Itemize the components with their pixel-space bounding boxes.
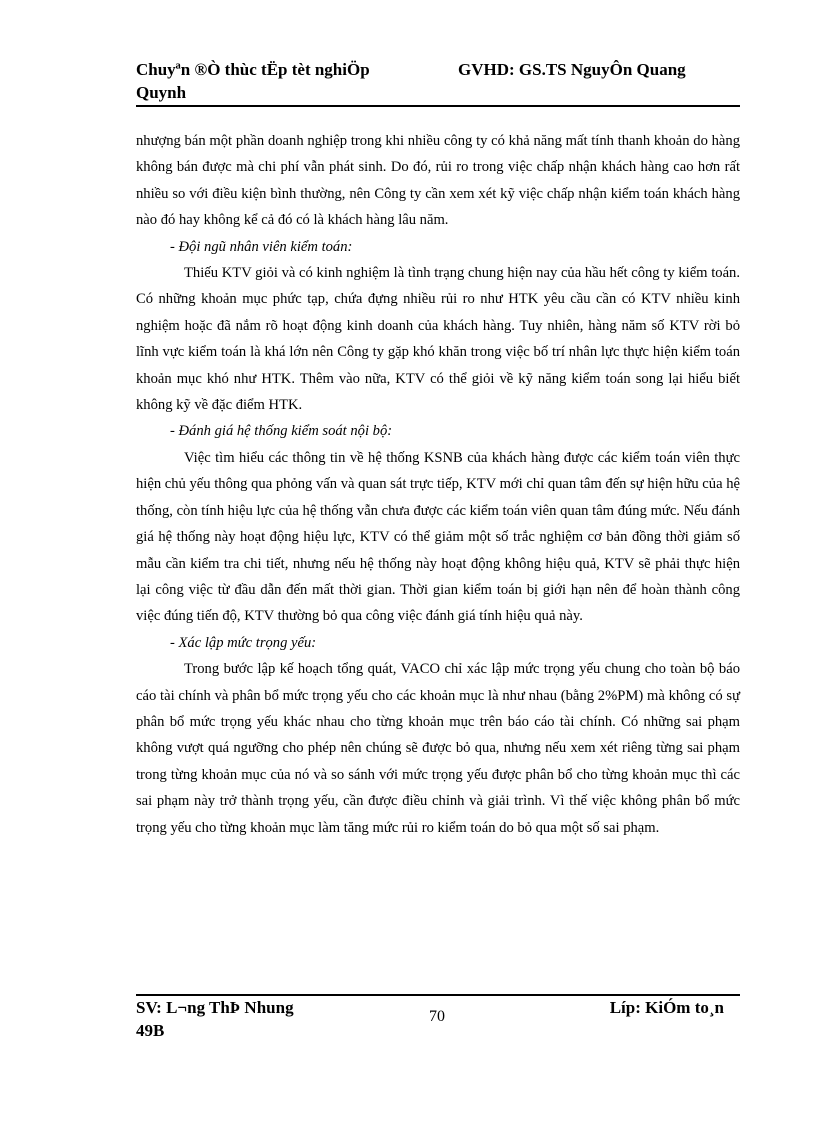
- section-heading-materiality: - Xác lập mức trọng yếu:: [170, 634, 317, 651]
- header-thesis-title: Chuyªn ®Ò thùc tËp tèt nghiÖp: [136, 60, 370, 79]
- section-heading-staff: - Đội ngũ nhân viên kiểm toán:: [170, 238, 353, 255]
- header-supervisor: GVHD: GS.TS NguyÔn Quang: [458, 60, 686, 79]
- header-divider: [136, 105, 740, 107]
- paragraph-staff: Thiếu KTV giỏi và có kinh nghiệm là tình trạng chung hiện nay của hầu hết công ty kiểm toán. Có những khoản mục phức tạp, chứa đựng nhiều rủi ro như HTK yêu cầu cần có KTV nhiều kinh nghiệm hoặc đã nắm rõ hoạt động kinh doanh của khách hàng. Tuy nhiên, hàng năm số KTV rời bỏ lĩnh vực kiểm toán là khá lớn nên Công ty gặp khó khăn trong việc bố trí nhân lực thực hiện kiểm toán khoản mục khó như HTK. Thêm vào nữa, KTV có thể giỏi về kỹ năng kiểm toán song lại hiểu biết không kỹ về đặc điểm HTK.: [136, 265, 740, 414]
- footer-student-cohort: 49B: [136, 1021, 165, 1040]
- footer-student-name: SV: L¬ng ThÞ Nhung: [136, 998, 294, 1017]
- page-number: 70: [429, 1008, 445, 1025]
- footer-divider: [136, 994, 740, 996]
- body-text: [136, 128, 740, 841]
- page-header: [136, 60, 740, 106]
- paragraph-materiality: Trong bước lập kế hoạch tổng quát, VACO chỉ xác lập mức trọng yếu chung cho toàn bộ báo cáo tài chính và phân bổ mức trọng yếu cho các khoản mục là như nhau (bằng 2%PM) mà không có sự phân bổ mức trọng yếu khác nhau cho từng khoản mục trên báo cáo tài chính. Có những sai phạm không vượt quá ngưỡng cho phép nên chúng sẽ được bỏ qua, nhưng nếu xem xét riêng từng sai phạm trong từng khoản mục của nó và so sánh với mức trọng yếu được phân bổ cho từng khoản mục thì các sai phạm này trở thành trọng yếu, cần được điều chỉnh và giải trình. Vì thế việc không phân bổ mức trọng yếu cho từng khoản mục làm tăng mức rủi ro kiểm toán do bỏ qua một số sai phạm.: [136, 661, 740, 836]
- footer-class: Líp: KiÓm to¸n: [609, 998, 724, 1017]
- page-footer: [136, 998, 740, 1048]
- paragraph-continuation: nhượng bán một phần doanh nghiệp trong khi nhiều công ty có khả năng mất tính thanh khoản do hàng không bán được mà chi phí vẫn phát sinh. Do đó, rủi ro trong việc chấp nhận khách hàng cao hơn rất nhiều so với điều kiện bình thường, nên Công ty cần xem xét kỹ việc chấp nhận kiểm toán khách hàng nào đó hay không kể cả đó có là khách hàng lâu năm.: [136, 133, 740, 229]
- header-thesis-title-cont: Quynh: [136, 83, 187, 102]
- section-heading-internal-control: - Đánh giá hệ thống kiểm soát nội bộ:: [170, 423, 393, 440]
- paragraph-internal-control: Việc tìm hiểu các thông tin về hệ thống KSNB của khách hàng được các kiểm toán viên thực hiện chủ yếu thông qua phỏng vấn và quan sát trực tiếp, KTV mới chỉ quan tâm đến sự hiện hữu của hệ thống, còn tính hiệu lực của hệ thống vẫn chưa được các kiểm toán viên quan tâm đúng mức. Nếu đánh giá hệ thống này hoạt động hiệu lực, KTV có thể giảm một số trắc nghiệm cơ bản đồng thời giảm số mẫu cần kiểm tra chi tiết, nhưng nếu hệ thống này hoạt động không hiệu quả, KTV sẽ phải thực hiện lại công việc từ đầu dẫn đến mất thời gian. Thời gian kiểm toán bị giới hạn nên để hoàn thành công việc đúng tiến độ, KTV thường bỏ qua công việc đánh giá tính hiệu quả này.: [136, 449, 740, 625]
